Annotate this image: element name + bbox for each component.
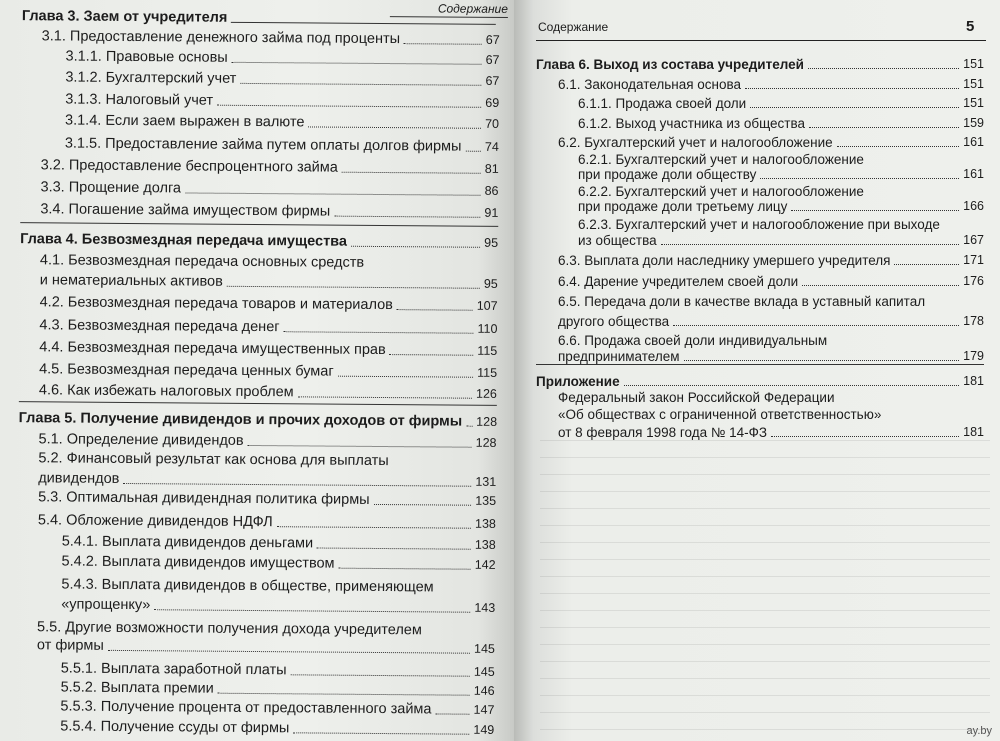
toc-entry-title: 3.1.5. Предоставление займа путем оплаты долгов фирмы [64, 135, 462, 155]
toc-page-number: 146 [473, 683, 495, 698]
left-toc-entry [65, 136, 499, 156]
left-toc-entry [40, 201, 498, 222]
right-toc-entry [558, 406, 881, 423]
dot-leader [308, 126, 481, 128]
toc-entry-title: предпринимателем [558, 349, 680, 364]
dot-leader [277, 526, 471, 529]
toc-entry-title: 6.4. Дарение учредителем своей доли [558, 274, 799, 289]
toc-entry-title: Глава 5. Получение дивидендов и прочих доходов от фирмы [18, 410, 463, 430]
toc-entry-title: 6.6. Продажа своей доли индивидуальным [558, 333, 828, 348]
right-toc-entry [558, 76, 984, 93]
toc-entry-title: Глава 4. Безвозмездная передача имущества [20, 231, 348, 250]
toc-page-number: 74 [484, 139, 499, 154]
left-toc-entry [19, 410, 497, 431]
dot-leader [771, 436, 959, 437]
left-toc-entry [38, 470, 496, 491]
left-toc-entry [61, 660, 495, 680]
toc-page-number: 142 [474, 557, 496, 572]
left-toc-entry [38, 489, 496, 510]
dot-leader [317, 548, 471, 550]
left-toc-entry [38, 450, 388, 470]
toc-entry-title: Глава 6. Выход из состава учредителей [536, 57, 804, 72]
toc-page-number: 110 [477, 321, 498, 336]
left-toc-entry [65, 49, 499, 69]
dot-leader [231, 22, 496, 25]
toc-page-number: 135 [475, 493, 497, 508]
left-toc-entry [61, 597, 495, 617]
toc-entry-title: 5.5.1. Выплата заработной платы [60, 660, 287, 679]
dot-leader [809, 127, 959, 128]
dot-leader [293, 732, 469, 734]
dot-leader [760, 178, 959, 179]
dot-leader [338, 376, 473, 378]
toc-entry-title: 5.5.2. Выплата премии [60, 679, 214, 697]
toc-page-number: 91 [484, 205, 499, 220]
toc-entry-title: из общества [578, 233, 657, 248]
dot-leader [808, 68, 959, 69]
toc-entry-title: 5.5. Другие возможности получения дохода учредителем [37, 619, 422, 639]
dot-leader [837, 146, 959, 147]
dot-leader [298, 396, 472, 398]
left-toc-entry [40, 272, 498, 293]
toc-page-number: 67 [485, 32, 500, 47]
dot-leader [342, 172, 481, 174]
toc-entry-title: «упрощенку» [61, 596, 151, 614]
left-toc-entry [65, 70, 499, 90]
toc-page-number: 178 [963, 314, 984, 328]
page-number: 5 [966, 18, 975, 35]
toc-page-number: 161 [963, 135, 984, 149]
left-toc-entry [38, 512, 496, 533]
left-toc-entry [62, 554, 496, 574]
dot-leader [185, 192, 481, 195]
toc-entry-title: Федеральный закон Российской Федерации [558, 390, 835, 405]
toc-page-number: 67 [485, 52, 500, 67]
toc-entry-title: 6.2.3. Бухгалтерский учет и налогообложение при выходе [578, 217, 940, 232]
toc-entry-title: 4.3. Безвозмездная передача денег [39, 317, 280, 336]
toc-entry-title: 3.4. Погашение займа имуществом фирмы [40, 201, 331, 220]
dot-leader [684, 360, 960, 361]
toc-entry-title: 5.2. Финансовый результат как основа для выплаты [38, 450, 389, 470]
dot-leader [624, 385, 960, 386]
toc-entry-title: от 8 февраля 1998 года № 14-ФЗ [558, 425, 768, 440]
dot-leader [339, 568, 471, 570]
toc-entry-title: 5.3. Оптимальная дивидендная политика фирмы [38, 489, 370, 508]
toc-page-number: 181 [963, 425, 984, 439]
dot-leader [123, 483, 471, 487]
toc-entry-title: 6.2.1. Бухгалтерский учет и налогообложение [578, 152, 864, 167]
toc-page-number: 115 [477, 365, 498, 380]
toc-entry-title: 6.1. Законодательная основа [558, 77, 742, 92]
toc-page-number: 107 [476, 298, 498, 313]
toc-entry-title: Приложение [536, 374, 620, 389]
dot-leader [791, 210, 959, 211]
toc-page-number: 81 [484, 161, 499, 176]
toc-entry-title: 3.1.4. Если заем выражен в валюте [64, 112, 305, 131]
toc-page-number: 143 [474, 600, 496, 615]
toc-entry-title: 5.4.2. Выплата дивидендов имуществом [61, 553, 335, 572]
toc-entry-title: 3.1.1. Правовые основы [65, 48, 228, 66]
dot-leader [108, 650, 470, 654]
toc-page-number: 138 [474, 537, 496, 552]
dot-leader [750, 107, 959, 108]
dot-leader [240, 83, 481, 86]
dot-leader [404, 43, 482, 45]
dot-leader [374, 504, 472, 506]
left-running-head: Содержание [390, 1, 508, 18]
toc-page-number: 145 [473, 664, 495, 679]
left-toc-entry [60, 718, 494, 738]
toc-page-number: 151 [963, 57, 984, 71]
dot-leader [154, 609, 470, 612]
toc-page-number: 171 [963, 253, 984, 267]
right-toc-entry [578, 95, 984, 112]
right-toc-entry [578, 232, 984, 249]
toc-page-number: 86 [484, 183, 499, 198]
dot-leader [802, 285, 959, 286]
left-toc-entry [39, 382, 497, 403]
toc-entry-title: 5.1. Определение дивидендов [38, 431, 244, 449]
toc-page-number: 159 [963, 116, 984, 130]
toc-entry-title: 6.1.1. Продажа своей доли [578, 96, 747, 111]
left-toc-entry [38, 431, 496, 452]
right-toc-entry [558, 348, 984, 365]
dot-leader [390, 354, 474, 356]
right-toc-entry [578, 198, 984, 215]
right-toc-entry [578, 216, 940, 233]
toc-entry-title: 5.4.1. Выплата дивидендов деньгами [61, 533, 314, 552]
dot-leader [218, 693, 470, 696]
left-toc-entry [20, 231, 498, 252]
toc-page-number: 151 [963, 77, 984, 91]
toc-entry-title: 6.2. Бухгалтерский учет и налогообложение [558, 135, 833, 150]
toc-entry-title: и нематериальных активов [39, 272, 223, 290]
dot-leader [334, 216, 480, 218]
left-toc-entry [65, 92, 499, 112]
toc-page-number: 95 [483, 276, 498, 291]
chapter-separator [20, 222, 498, 227]
toc-entry-title: 5.4. Обложение дивидендов НДФЛ [37, 512, 273, 531]
toc-page-number: 128 [475, 435, 497, 450]
left-toc-entry [39, 317, 497, 338]
toc-page-number: 115 [477, 343, 498, 358]
left-toc-entry [40, 179, 498, 200]
toc-entry-title: 5.5.4. Получение ссуды от фирмы [60, 718, 290, 737]
dot-leader [745, 88, 959, 89]
toc-page-number: 151 [963, 96, 984, 110]
toc-entry-title: 3.3. Прощение долга [40, 179, 182, 197]
toc-entry-title: 5.4.3. Выплата дивидендов в обществе, применяющем [61, 576, 434, 596]
toc-entry-title: 3.1.2. Бухгалтерский учет [65, 69, 237, 87]
right-toc-entry [558, 389, 835, 406]
toc-entry-title: 4.5. Безвозмездная передача ценных бумаг [39, 361, 334, 380]
left-toc-entry [60, 698, 494, 718]
right-toc-entry [578, 166, 984, 183]
toc-page-number: 128 [476, 414, 498, 429]
dot-leader [232, 62, 482, 65]
dot-leader [435, 713, 469, 714]
left-toc-entry [61, 679, 495, 699]
dot-leader [397, 309, 473, 311]
dot-leader [465, 151, 480, 152]
toc-entry-title: 6.5. Передача доли в качестве вклада в уставный капитал [558, 294, 926, 309]
right-toc-entry [558, 313, 984, 330]
header-rule [536, 40, 986, 41]
left-toc-entry [62, 534, 496, 554]
toc-page-number: 138 [474, 516, 496, 531]
toc-entry-title: 3.2. Предоставление беспроцентного займа [40, 157, 338, 176]
toc-page-number: 126 [476, 386, 497, 401]
right-toc-entry [536, 56, 984, 73]
dot-leader [227, 286, 480, 289]
left-toc-entry [37, 619, 422, 639]
toc-entry-title: 4.2. Безвозмездная передача товаров и материалов [39, 294, 393, 314]
left-toc-entry [22, 8, 500, 29]
toc-entry-title: 5.5.3. Получение процента от предоставленного займа [60, 698, 432, 718]
toc-entry-title: при продаже доли обществу [578, 167, 757, 182]
toc-entry-title: 6.1.2. Выход участника из общества [578, 116, 806, 131]
toc-entry-title: Глава 3. Заем от учредителя [21, 8, 228, 26]
toc-page-number: 176 [963, 274, 984, 288]
dot-leader [217, 105, 481, 108]
dot-leader [291, 674, 470, 676]
toc-page-number: 161 [963, 167, 984, 181]
right-toc-entry [558, 293, 925, 310]
right-toc-entry [558, 273, 984, 290]
dot-leader [466, 426, 472, 427]
toc-entry-title: «Об обществах с ограниченной ответственностью» [558, 407, 882, 422]
toc-page-number: 95 [484, 235, 499, 250]
left-toc-entry [40, 252, 364, 272]
toc-entry-title: 4.1. Безвозмездная передача основных средств [39, 252, 365, 271]
right-toc-entry [578, 115, 984, 132]
left-toc-entry [39, 339, 497, 360]
right-toc-entry [558, 252, 984, 269]
toc-page-number: 131 [475, 474, 497, 489]
dot-leader [894, 264, 959, 265]
toc-page-number: 67 [485, 73, 500, 88]
dot-leader [351, 246, 480, 248]
left-toc-entry [42, 28, 500, 49]
toc-entry-title: при продаже доли третьему лицу [578, 199, 788, 214]
left-toc-entry [37, 637, 495, 658]
toc-entry-title: 4.4. Безвозмездная передача имущественных прав [39, 339, 386, 359]
left-toc-entry [39, 361, 497, 382]
right-toc-entry [558, 424, 984, 441]
left-toc-entry [40, 294, 498, 315]
left-toc-entry [41, 157, 499, 178]
toc-page-number: 70 [485, 116, 500, 131]
right-toc-entry [558, 332, 827, 349]
toc-entry-title: 6.3. Выплата доли наследнику умершего учредителя [558, 253, 891, 268]
toc-page-number: 147 [473, 702, 495, 717]
toc-entry-title: 4.6. Как избежать налоговых проблем [38, 382, 294, 401]
right-toc-entry [536, 373, 984, 390]
toc-page-number: 145 [474, 641, 495, 656]
toc-entry-title: от фирмы [36, 637, 104, 654]
toc-page-number: 166 [963, 199, 984, 213]
toc-page-number: 167 [963, 233, 984, 247]
right-toc-entry [558, 134, 984, 151]
right-running-head: Содержание [538, 20, 609, 34]
toc-entry-title: дивидендов [38, 470, 120, 487]
dot-leader [284, 331, 474, 333]
toc-entry-title: 3.1.3. Налоговый учет [65, 91, 214, 109]
left-toc-entry [65, 113, 499, 133]
dot-leader [673, 325, 959, 326]
chapter-separator [536, 364, 984, 365]
toc-page-number: 69 [485, 95, 500, 110]
dot-leader [248, 445, 472, 448]
toc-page-number: 149 [473, 722, 495, 737]
dot-leader [661, 244, 959, 245]
show-through-text [540, 440, 990, 730]
watermark: ay.by [966, 725, 992, 737]
toc-entry-title: 6.2.2. Бухгалтерский учет и налогообложение [578, 184, 864, 199]
toc-page-number: 181 [963, 374, 984, 388]
left-toc-entry [61, 577, 433, 597]
toc-page-number: 179 [963, 349, 984, 363]
toc-entry-title: другого общества [558, 314, 670, 329]
toc-entry-title: 3.1. Предоставление денежного займа под проценты [41, 28, 401, 48]
